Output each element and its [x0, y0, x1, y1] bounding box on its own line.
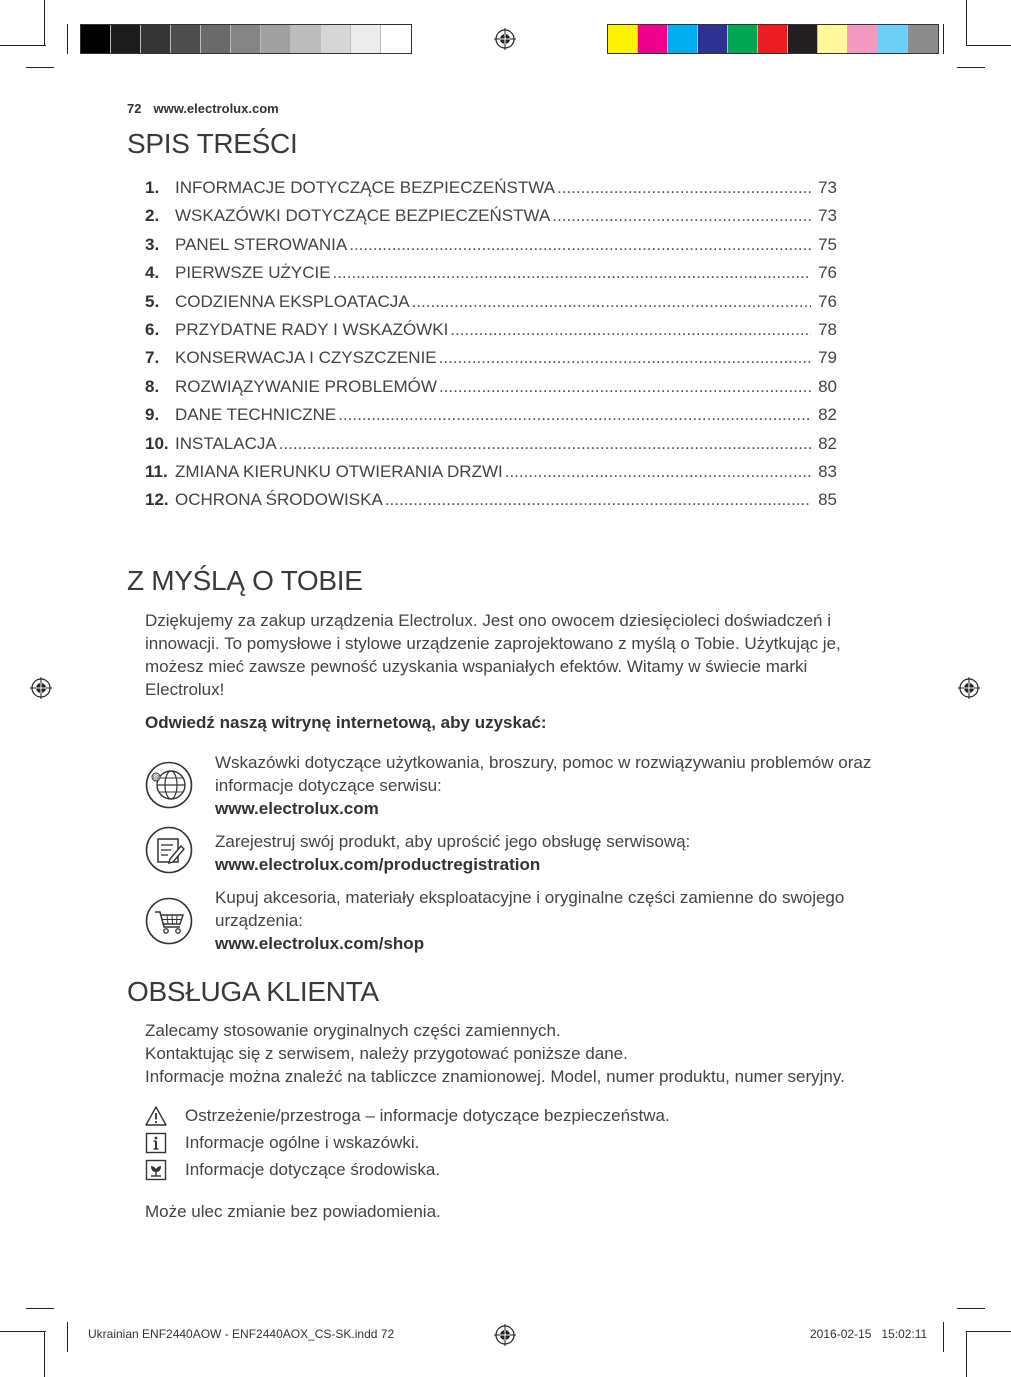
toc-entry[interactable] [145, 405, 837, 433]
crop-mark [943, 24, 944, 54]
registration-mark-icon [494, 28, 516, 50]
toc-leader [450, 320, 811, 340]
toc-leader [439, 377, 811, 397]
toc-entry-title: PANEL STEROWANIA [175, 234, 348, 254]
toc-entry-page: 80 [818, 376, 837, 396]
toc-entry-title: ROZWIĄZYWANIE PROBLEMÓW [175, 376, 437, 396]
color-swatch [788, 25, 818, 53]
legend-item [145, 1105, 670, 1127]
crop-mark [44, 1331, 45, 1377]
toc-entry[interactable] [145, 434, 837, 462]
color-swatch [111, 25, 141, 53]
toc-entry-page: 76 [818, 263, 837, 283]
print-timestamp [810, 1327, 927, 1341]
customer-line: Informacje można znaleźć na tabliczce znamionowej. Model, numer produktu, numer seryjny. [145, 1067, 845, 1086]
crop-mark [67, 1322, 68, 1352]
crop-mark [957, 67, 985, 68]
crop-mark [966, 1331, 967, 1377]
registration-mark-icon [958, 677, 980, 699]
toc-entry[interactable] [145, 348, 837, 376]
svg-text:@: @ [152, 774, 160, 782]
crop-mark [957, 1308, 985, 1309]
color-swatch [608, 25, 638, 53]
toc-entry-title: WSKAZÓWKI DOTYCZĄCE BEZPIECZEŃSTWA [175, 206, 551, 226]
color-swatch [321, 25, 351, 53]
toc-entry-number: 11. [145, 461, 168, 481]
customer-line: Kontaktując się z serwisem, należy przygotować poniższe dane. [145, 1044, 628, 1063]
toc-leader [439, 348, 811, 368]
toc-entry-title: ZMIANA KIERUNKU OTWIERANIA DRZWI [175, 461, 503, 481]
toc-entry[interactable] [145, 263, 837, 291]
toc-leader [505, 462, 811, 482]
color-swatch [878, 25, 908, 53]
link-description: Kupuj akcesoria, materiały eksploatacyjne i oryginalne części zamienne do swojego urządzenia: [215, 888, 845, 930]
running-head [127, 101, 279, 116]
link-item-shop [215, 886, 905, 955]
grayscale-color-bar [80, 24, 412, 54]
toc-entry-title: CODZIENNA EKSPLOATACJA [175, 291, 410, 311]
crop-mark [966, 0, 967, 46]
toc-entry-title: KONSERWACJA I CZYSZCZENIE [175, 348, 437, 368]
support-url-link[interactable]: www.electrolux.com [215, 799, 379, 818]
toc-entry-title: PRZYDATNE RADY I WSKAZÓWKI [175, 319, 449, 339]
toc-leader [333, 263, 811, 283]
page-number: 72 [127, 101, 142, 116]
header-url: www.electrolux.com [153, 101, 279, 116]
color-swatch [141, 25, 171, 53]
link-description: Zarejestruj swój produkt, aby uprościć jego obsługę serwisową: [215, 832, 691, 851]
color-swatch [261, 25, 291, 53]
toc-leader [412, 292, 811, 312]
toc-entry-number: 3. [145, 234, 160, 254]
toc-entry[interactable] [145, 377, 837, 405]
process-color-bar [607, 24, 939, 54]
legend-text: Ostrzeżenie/przestroga – informacje dotyczące bezpieczeństwa. [185, 1106, 670, 1125]
color-swatch [351, 25, 381, 53]
table-of-contents [145, 178, 837, 519]
toc-entry-page: 82 [818, 433, 837, 453]
toc-entry-title: PIERWSZE UŻYCIE [175, 263, 331, 283]
color-swatch [908, 25, 938, 53]
color-swatch [171, 25, 201, 53]
crop-mark [0, 45, 46, 46]
color-swatch [638, 25, 668, 53]
color-swatch [758, 25, 788, 53]
color-swatch [231, 25, 261, 53]
color-swatch [668, 25, 698, 53]
change-notice: Może ulec zmianie bez powiadomienia. [145, 1202, 441, 1221]
color-swatch [291, 25, 321, 53]
customer-service-title: OBSŁUGA KLIENTA [127, 976, 379, 1007]
thinking-of-you-title: Z MYŚLĄ O TOBIE [127, 565, 363, 596]
visit-heading: Odwiedź naszą witrynę internetową, aby uzyskać: [145, 713, 547, 732]
toc-entry-title: INSTALACJA [175, 433, 277, 453]
toc-entry-page: 75 [818, 234, 837, 254]
print-date: 2016-02-15 [810, 1327, 872, 1341]
toc-entry-number: 10. [145, 433, 169, 453]
toc-entry-title: INFORMACJE DOTYCZĄCE BEZPIECZEŃSTWA [175, 178, 556, 197]
toc-entry-page: 79 [818, 348, 837, 368]
legend-text: Informacje ogólne i wskazówki. [185, 1133, 420, 1152]
crop-mark [966, 45, 1011, 46]
color-swatch [81, 25, 111, 53]
info-icon [145, 1132, 167, 1154]
toc-entry-number: 9. [145, 405, 160, 425]
link-description: Wskazówki dotyczące użytkowania, broszury, pomoc w rozwiązywaniu problemów oraz informacje dotyczące serwisu: [215, 753, 872, 795]
toc-entry-page: 73 [818, 206, 837, 226]
toc-entry[interactable] [145, 320, 837, 348]
customer-service-text [145, 1019, 885, 1088]
toc-entry[interactable] [145, 490, 837, 518]
warning-icon [145, 1105, 167, 1127]
toc-entry[interactable] [145, 206, 837, 234]
legend-item [145, 1132, 419, 1154]
toc-entry[interactable] [145, 235, 837, 263]
toc-entry-number: 5. [145, 291, 160, 311]
toc-entry-page: 82 [818, 405, 837, 425]
shop-url-link[interactable]: www.electrolux.com/shop [215, 934, 425, 953]
toc-leader [279, 434, 811, 454]
toc-entry-page: 83 [818, 461, 837, 481]
color-swatch [818, 25, 848, 53]
registration-mark-icon [494, 1324, 516, 1346]
toc-leader [552, 206, 811, 226]
legend-item [145, 1159, 440, 1181]
crop-mark [966, 1331, 1011, 1332]
crop-mark [943, 1322, 944, 1352]
color-swatch [848, 25, 878, 53]
toc-leader [338, 405, 811, 425]
color-swatch [698, 25, 728, 53]
registration-mark-icon [30, 677, 52, 699]
toc-entry-number: 1. [145, 178, 160, 197]
toc-entry-page: 73 [818, 178, 837, 197]
toc-entry-number: 2. [145, 206, 160, 226]
legend-text: Informacje dotyczące środowiska. [185, 1160, 441, 1179]
toc-entry-page: 85 [818, 490, 837, 510]
toc-entry-title: OCHRONA ŚRODOWISKA [175, 490, 383, 510]
crop-mark [26, 1308, 54, 1309]
registration-url-link[interactable]: www.electrolux.com/productregistration [215, 855, 541, 874]
toc-entry[interactable] [145, 292, 837, 320]
print-time: 15:02:11 [881, 1327, 928, 1341]
environment-icon [145, 1159, 167, 1181]
toc-entry-page: 76 [818, 291, 837, 311]
toc-entry-number: 7. [145, 348, 160, 368]
toc-leader [557, 178, 811, 198]
crop-mark [0, 1331, 46, 1332]
toc-leader [349, 235, 811, 255]
link-item-registration [215, 830, 905, 876]
toc-title: SPIS TREŚCI [127, 128, 298, 159]
toc-entry-number: 12. [145, 490, 169, 510]
customer-line: Zalecamy stosowanie oryginalnych części zamiennych. [145, 1021, 561, 1040]
register-icon [145, 826, 193, 874]
toc-entry[interactable] [145, 462, 837, 490]
crop-mark [44, 0, 45, 46]
toc-entry-number: 6. [145, 319, 160, 339]
cart-icon [145, 897, 193, 945]
crop-mark [26, 67, 54, 68]
crop-mark [67, 24, 68, 54]
toc-entry-number: 8. [145, 376, 160, 396]
color-swatch [728, 25, 758, 53]
toc-entry-page: 78 [818, 319, 837, 339]
toc-leader [385, 490, 811, 510]
toc-entry[interactable] [145, 178, 837, 206]
file-slug: Ukrainian ENF2440AOW - ENF2440AOX_CS-SK.indd 72 [88, 1327, 395, 1341]
color-swatch [381, 25, 411, 53]
link-item-support [215, 751, 905, 820]
toc-entry-number: 4. [145, 263, 160, 283]
intro-paragraph: Dziękujemy za zakup urządzenia Electrolux. Jest ono owocem dziesięcioleci doświadczeń i innowacji. To pomysłowe i stylowe urządzenie zaprojektowano z myślą o Tobie. Użytkując je, możesz mieć zawsze pewność uzyskania wspaniałych efektów. Witamy w świecie marki Electrolux! [145, 611, 841, 699]
color-swatch [201, 25, 231, 53]
globe-icon [145, 761, 193, 809]
toc-entry-title: DANE TECHNICZNE [175, 405, 337, 425]
